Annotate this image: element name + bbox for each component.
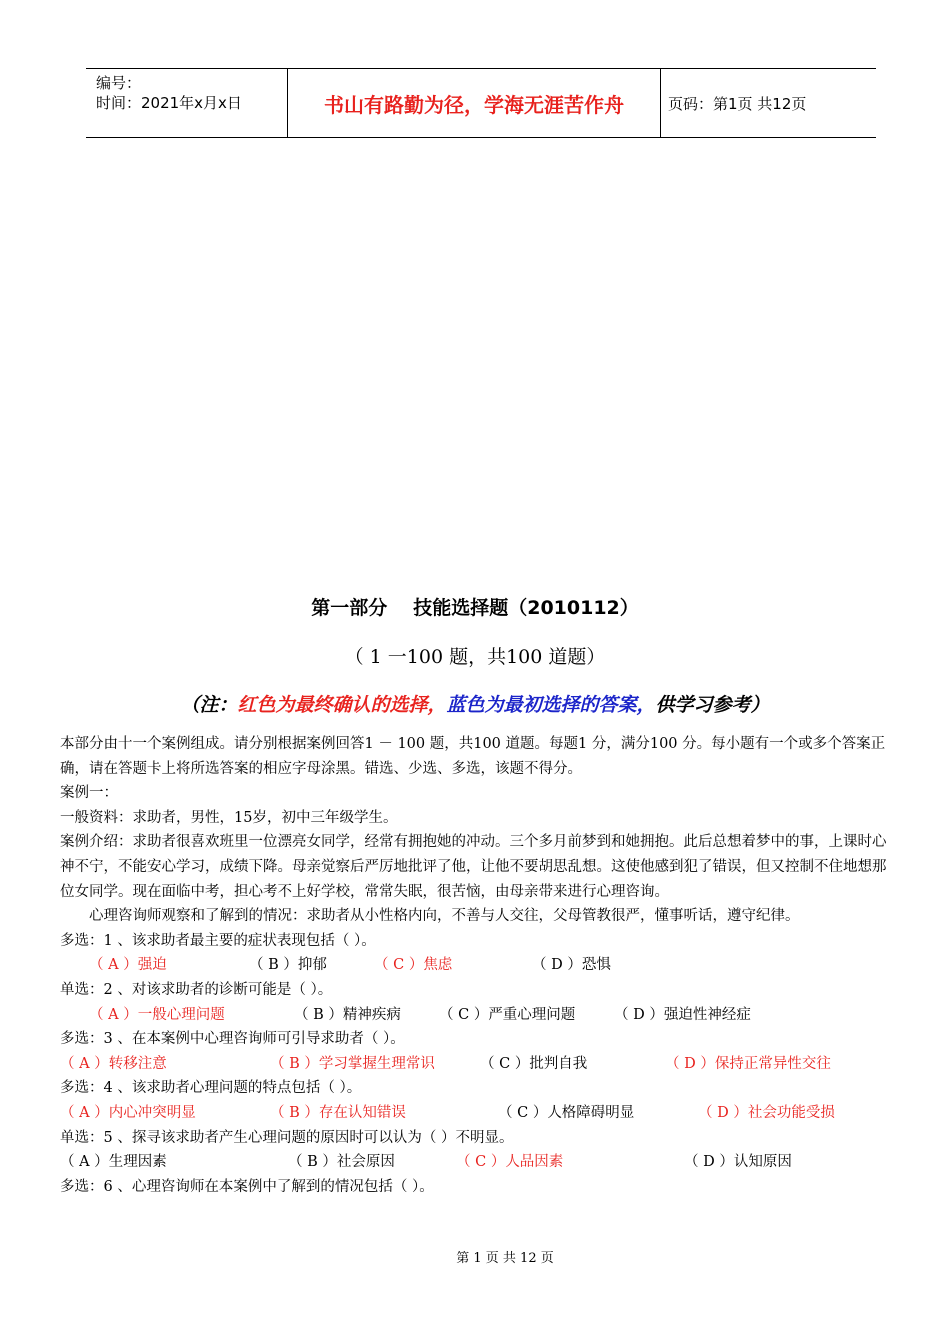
option: （ D ）强迫性神经症 — [614, 1006, 751, 1023]
option: （ A ）一般心理问题 — [89, 1006, 225, 1023]
option: （ B ）社会原因 — [288, 1154, 395, 1171]
option: （ C ）人品因素 — [456, 1154, 564, 1171]
option: （ D ）认知原因 — [684, 1154, 792, 1171]
question-stem: 多选：6 、心理咨询师在本案例中了解到的情况包括（ ）。 — [60, 1178, 434, 1195]
option: （ A ）转移注意 — [60, 1055, 167, 1072]
option: （ D ）保持正常异性交往 — [665, 1055, 831, 1072]
option: （ A ）生理因素 — [60, 1154, 167, 1171]
case-title: 案例一： — [60, 785, 118, 802]
time-label: 时间：2021年x月x日 — [96, 94, 242, 112]
number-label: 编号： — [96, 74, 142, 92]
option-row — [60, 1052, 896, 1077]
footer-page-number: 第 1 页 共 12 页 — [456, 1251, 554, 1266]
section-part: 第一部分 — [311, 597, 388, 619]
note-close: 供学习参考） — [655, 694, 770, 716]
note-red: 红色为最终确认的选择， — [237, 694, 447, 716]
intro-paragraph: 本部分由十一个案例组成。请分别根据案例回答1 － 100 题，共100 道题。每题1 分，满分100 分。每小题有一个或多个答案正确，请在答题卡上将所选答案的相应字母涂黑。错选、少选、多选，该题不得分。 — [60, 736, 886, 777]
option: （ C ）人格障碍明显 — [498, 1104, 635, 1121]
page-footer — [0, 1247, 950, 1266]
question-stem: 多选：3 、在本案例中心理咨询师可引导求助者（ ）。 — [60, 1031, 405, 1048]
option-row — [60, 953, 896, 978]
question-stem: 多选：4 、该求助者心理问题的特点包括（ ）。 — [60, 1080, 362, 1097]
section-title — [0, 593, 950, 620]
header-page-cell — [660, 69, 876, 137]
note-open: （注： — [180, 694, 238, 716]
option: （ A ）内心冲突明显 — [60, 1104, 196, 1121]
document-header — [86, 68, 876, 138]
question-stem: 多选：1 、该求助者最主要的症状表现包括（ ）。 — [60, 932, 376, 949]
option: （ C ）严重心理问题 — [439, 1006, 576, 1023]
option-row — [60, 1101, 896, 1126]
header-meta-cell — [86, 69, 286, 137]
observation: 心理咨询师观察和了解到的情况：求助者从小性格内向，不善与人交往，父母管教很严，懂事听话，遵守纪律。 — [89, 908, 800, 925]
option-row — [60, 1150, 896, 1175]
option: （ A ）强迫 — [89, 957, 167, 974]
option-row — [60, 1003, 896, 1028]
option: （ B ）学习掌握生理常识 — [270, 1055, 435, 1072]
header-motto: 书山有路勤为径，学海无涯苦作舟 — [324, 92, 624, 117]
case-intro: 案例介绍：求助者很喜欢班里一位漂亮女同学，经常有拥抱她的冲动。三个多月前梦到和她拥抱。此后总想着梦中的事，上课时心神不宁，不能安心学习，成绩下降。母亲觉察后严厉地批评了他，让他不要胡思乱想。这使他感到犯了错误，但又控制不住地想那位女同学。现在面临中考，担心考不上好学校，常常失眠，很苦恼，由母亲带来进行心理咨询。 — [60, 834, 887, 900]
option: （ C ）焦虑 — [374, 957, 453, 974]
option: （ B ）抑郁 — [249, 957, 327, 974]
question-stem: 单选：5 、探寻该求助者产生心理问题的原因时可以认为（ ）不明显。 — [60, 1129, 514, 1146]
header-motto-cell — [287, 69, 661, 137]
general-info: 一般资料：求助者，男性，15岁，初中三年级学生。 — [60, 809, 398, 826]
option: （ C ）批判自我 — [480, 1055, 588, 1072]
option: （ D ）恐惧 — [532, 957, 611, 974]
question-stem: 单选：2 、对该求助者的诊断可能是（ ）。 — [60, 981, 333, 998]
option: （ B ）精神疾病 — [294, 1006, 401, 1023]
header-page-info: 页码：第1页 共12页 — [668, 94, 807, 113]
document-body — [60, 732, 896, 1199]
section-subject: 技能选择题（2010112） — [413, 597, 639, 619]
option: （ D ）社会功能受损 — [698, 1104, 835, 1121]
note-blue: 蓝色为最初选择的答案， — [446, 694, 656, 716]
option: （ B ）存在认知错误 — [270, 1104, 406, 1121]
question-range: （ 1 一100 题，共100 道题） — [344, 646, 606, 668]
color-note — [0, 690, 950, 717]
